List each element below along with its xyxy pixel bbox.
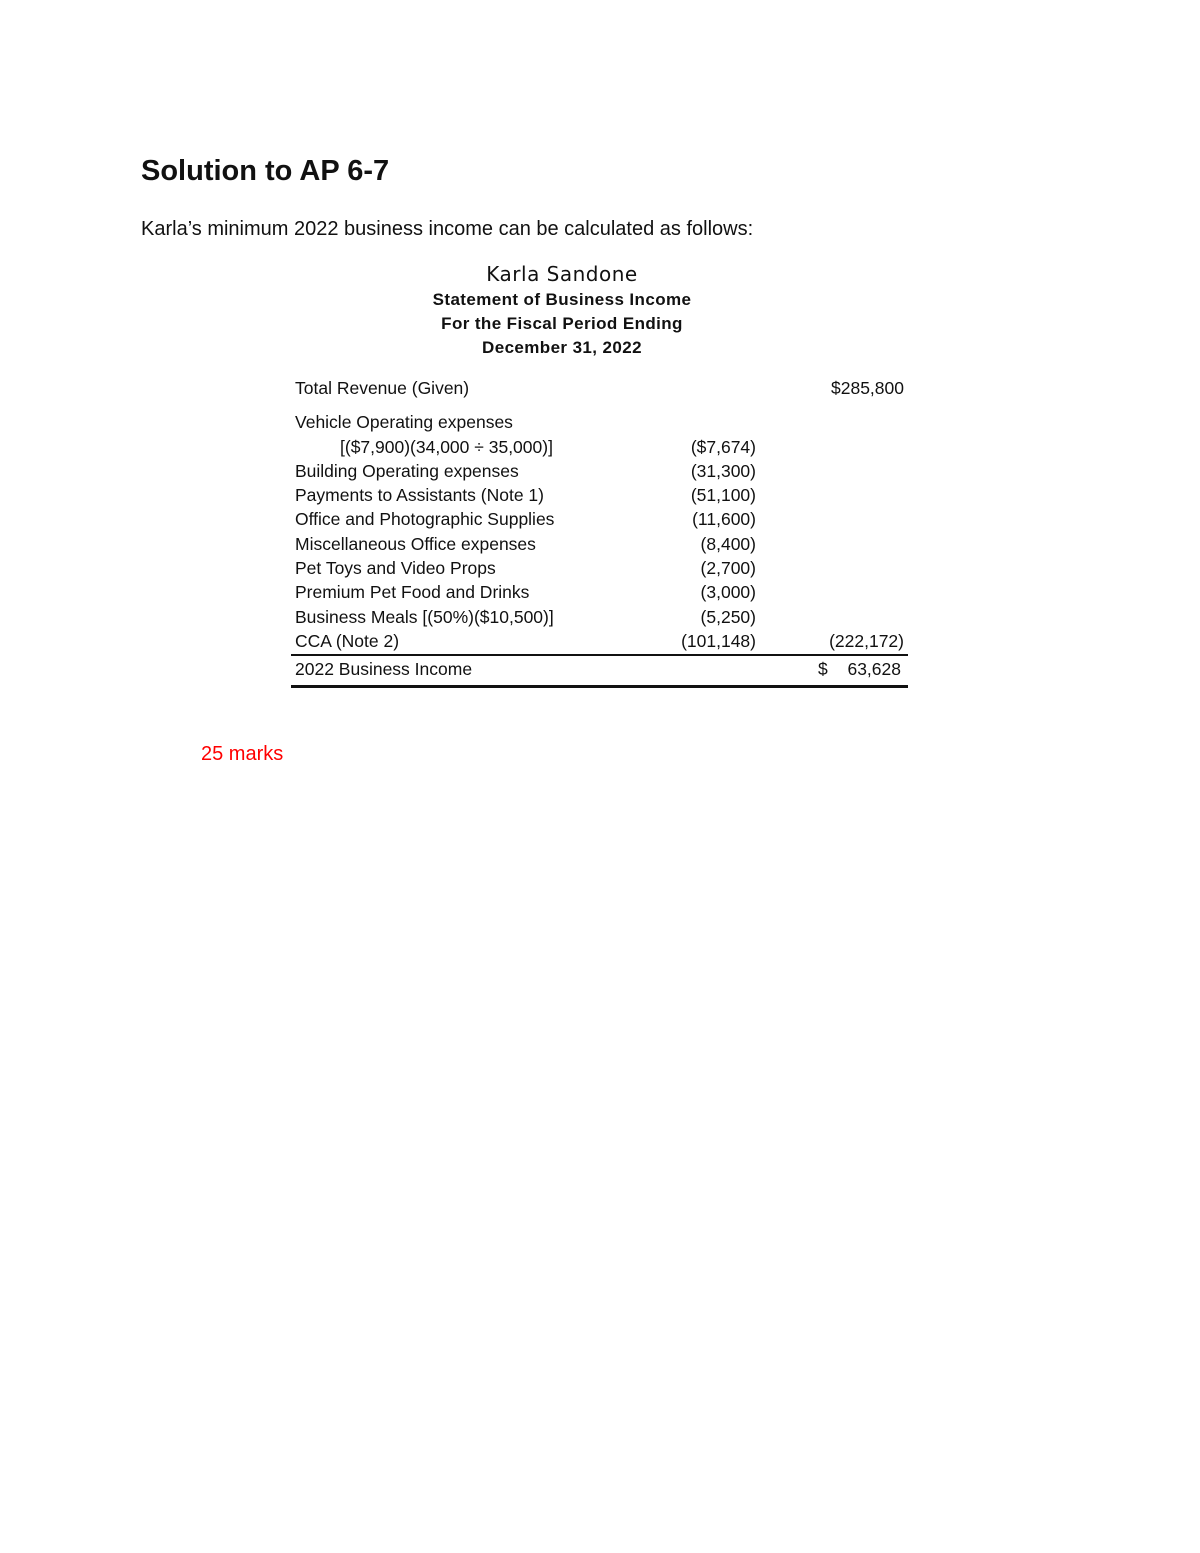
statement-period: For the Fiscal Period Ending [441, 314, 683, 333]
net-income-currency: $ [818, 659, 828, 680]
total-double-rule [291, 685, 908, 688]
income-statement-table [291, 376, 908, 688]
statement-date: December 31, 2022 [482, 338, 642, 357]
expense-row [291, 580, 908, 604]
expense-row [291, 483, 908, 507]
expense-label: Building Operating expenses [295, 460, 519, 481]
expense-label: Miscellaneous Office expenses [295, 533, 536, 554]
expense-amount: (51,100) [690, 485, 756, 506]
revenue-label: Total Revenue (Given) [295, 378, 470, 398]
expense-label: Vehicle Operating expenses [295, 412, 513, 433]
expense-label: Office and Photographic Supplies [295, 509, 555, 530]
intro-text: Karla’s minimum 2022 business income can be calculated as follows: [141, 218, 754, 240]
expense-amount: (5,250) [700, 606, 756, 627]
expense-label: Pet Toys and Video Props [295, 558, 496, 579]
expense-amount: (2,700) [700, 558, 756, 579]
expense-row [291, 532, 908, 556]
page-title: Solution to AP 6-7 [141, 155, 390, 187]
expense-label: Payments to Assistants (Note 1) [295, 485, 544, 506]
expense-row [291, 605, 908, 629]
expense-amount: ($7,674) [690, 436, 756, 457]
expenses-total: (222,172) [829, 630, 904, 651]
net-income-amount: 63,628 [847, 659, 901, 680]
revenue-row [291, 376, 908, 400]
expense-amount: (31,300) [690, 460, 756, 481]
expense-amount: (101,148) [681, 630, 756, 651]
expense-row [291, 507, 908, 531]
expense-amount: (11,600) [692, 509, 756, 530]
expense-row [291, 410, 908, 434]
expense-label: CCA (Note 2) [295, 630, 400, 651]
expense-amount: (8,400) [700, 533, 756, 554]
expense-label: [($7,900)(34,000 ÷ 35,000)] [340, 436, 553, 457]
spacer [291, 400, 908, 410]
statement-heading: Statement of Business Income [432, 290, 692, 309]
net-income-row [291, 656, 908, 682]
expense-row [291, 459, 908, 483]
expense-amount: (3,000) [700, 582, 756, 603]
expense-row [291, 435, 908, 459]
expense-label: Business Meals [(50%)($10,500)] [295, 606, 554, 627]
expense-label: Premium Pet Food and Drinks [295, 582, 530, 603]
statement-name: Karla Sandone [486, 262, 638, 286]
revenue-amount: $285,800 [831, 378, 904, 398]
expense-row [291, 629, 908, 653]
expense-row [291, 556, 908, 580]
net-income-label: 2022 Business Income [295, 659, 473, 680]
marks-note: 25 marks [201, 743, 284, 765]
